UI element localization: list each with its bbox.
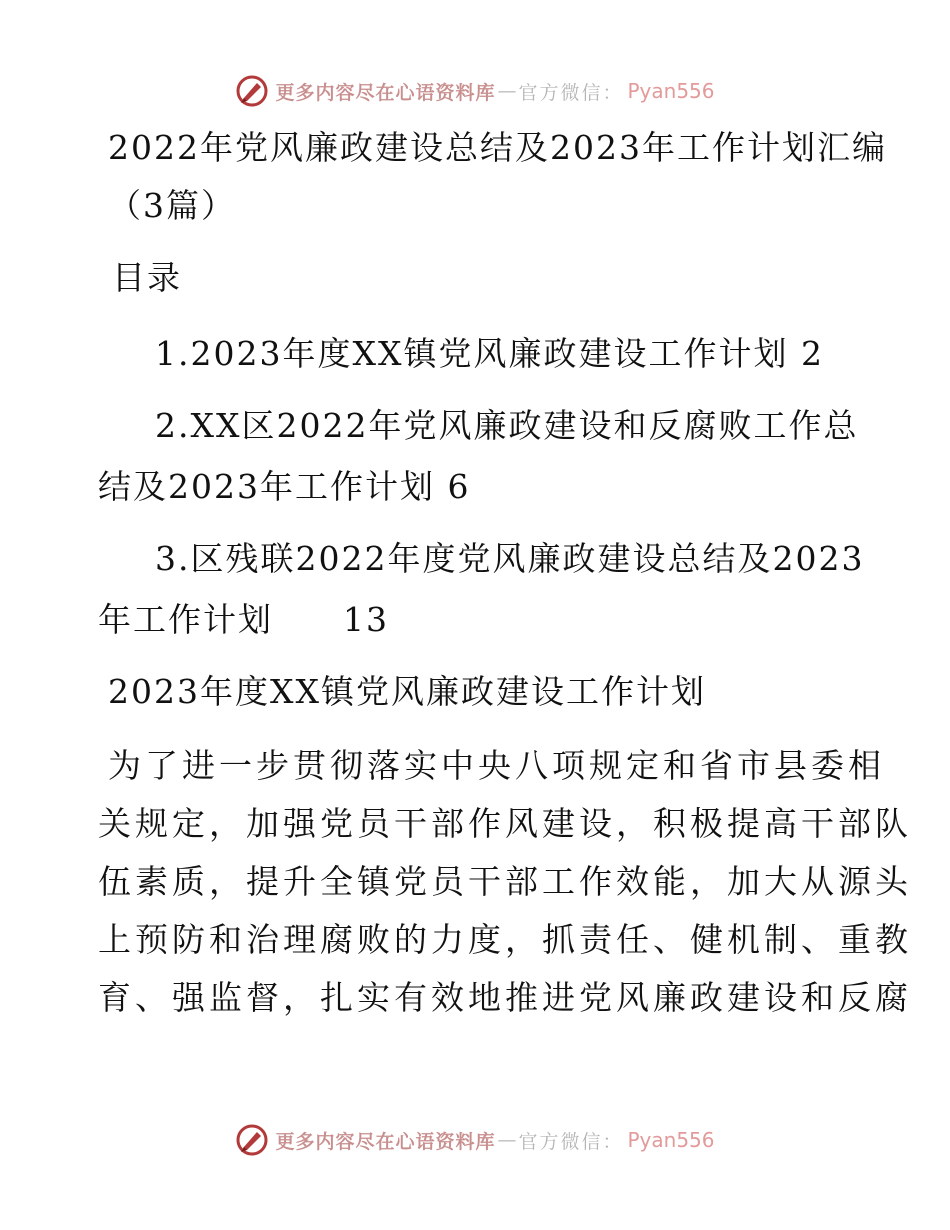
watermark-footer: [0, 1120, 950, 1160]
watermark-wechat-id: Pyan556: [627, 79, 715, 103]
toc-item-3-line-1: 3.区残联2022年度党风廉政建设总结及2023: [155, 539, 865, 578]
body-line-5: 育、强监督，扎实有效地推进党风廉政建设和反腐: [98, 978, 912, 1017]
toc-heading: 目录: [112, 258, 182, 297]
watermark-wechat-id: Pyan556: [627, 1128, 715, 1152]
body-line-1: 为了进一步贯彻落实中央八项规定和省市县委相: [108, 746, 885, 785]
section-title: 2023年度XX镇党风廉政建设工作计划: [108, 672, 706, 711]
toc-item-1: 1.2023年度XX镇党风廉政建设工作计划 2: [155, 334, 824, 373]
watermark-sub-text: 官方微信：: [518, 1130, 624, 1153]
toc-item-2-line-1: 2.XX区2022年党风廉政建设和反腐败工作总: [155, 406, 859, 445]
watermark-dash: —: [497, 1129, 517, 1151]
pen-logo-icon: [235, 74, 269, 108]
toc-item-3-line-2: 年工作计划 13: [98, 600, 389, 639]
watermark-header: [0, 71, 950, 111]
pen-logo-icon: [235, 1123, 269, 1157]
document-title-line-2: （3篇）: [108, 186, 236, 225]
watermark-main-text: 更多内容尽在心语资料库: [275, 1130, 496, 1153]
watermark-main-text: 更多内容尽在心语资料库: [275, 81, 496, 104]
watermark-sub-text: 官方微信：: [518, 81, 624, 104]
body-line-2: 关规定，加强党员干部作风建设，积极提高干部队: [98, 804, 912, 843]
watermark-dash: —: [497, 80, 517, 102]
body-line-4: 上预防和治理腐败的力度，抓责任、健机制、重教: [98, 920, 912, 959]
document-title-line-1: 2022年党风廉政建设总结及2023年工作计划汇编: [108, 128, 887, 167]
toc-item-2-line-2: 结及2023年工作计划 6: [98, 467, 471, 506]
body-line-3: 伍素质，提升全镇党员干部工作效能，加大从源头: [98, 862, 912, 901]
